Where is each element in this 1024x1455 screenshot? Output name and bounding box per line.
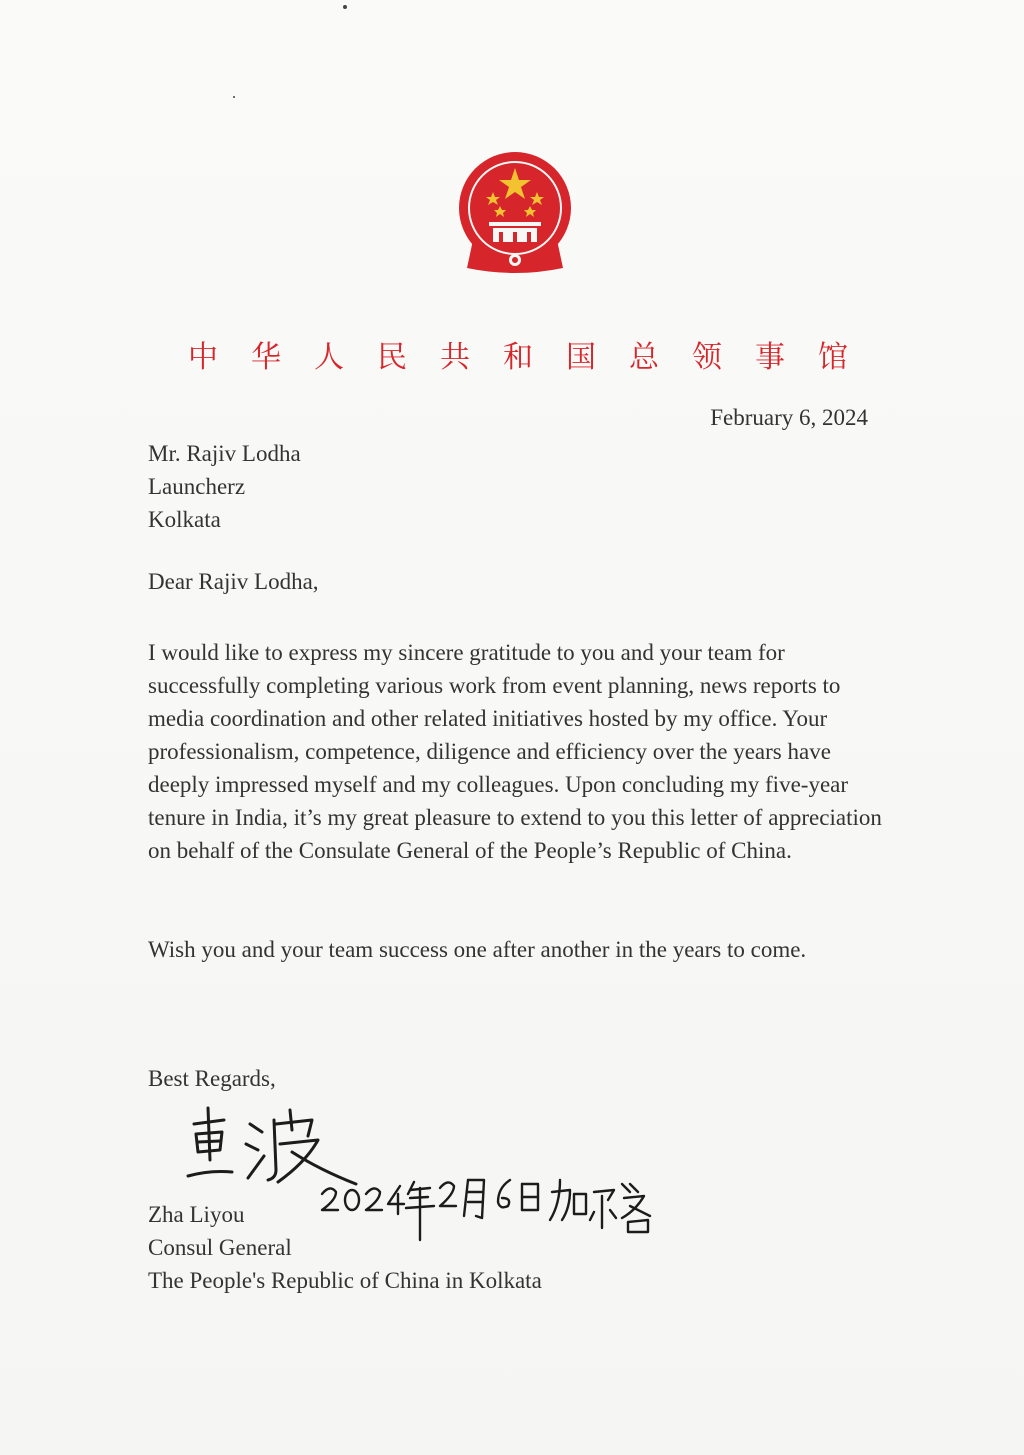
paper-speck	[343, 5, 347, 9]
closing: Best Regards,	[148, 1066, 276, 1091]
title-char: 人	[314, 340, 344, 375]
salutation: Dear Rajiv Lodha,	[148, 569, 319, 594]
title-char: 馆	[818, 340, 848, 375]
title-char: 华	[251, 340, 281, 375]
title-char: 共	[440, 340, 470, 375]
title-char: 国	[566, 340, 596, 375]
recipient-address	[148, 437, 301, 536]
title-char: 和	[503, 340, 533, 375]
national-emblem-icon	[455, 150, 575, 276]
recipient-company: Launcherz	[148, 474, 246, 499]
recipient-city: Kolkata	[148, 507, 221, 532]
signatory-name: Zha Liyou	[148, 1202, 245, 1227]
title-char: 中	[188, 340, 218, 375]
title-char: 事	[755, 340, 785, 375]
title-char: 民	[377, 340, 407, 375]
body-paragraph-2: Wish you and your team success one after another in the years to come.	[148, 937, 807, 962]
paper-speck	[233, 96, 235, 98]
body-paragraph-1: I would like to express my sincere gratitude to you and your team for successfully completing various work from event planning, news reports to media coordination and other related initiatives hosted by my office. Your professionalism, competence, diligence and efficiency over the years have deeply impressed myself and my colleagues. Upon concluding my five-year tenure in India, it’s my great pleasure to extend to you this letter of appreciation on behalf of the Consulate General of the People’s Republic of China.	[148, 640, 882, 863]
consulate-title	[178, 332, 858, 376]
recipient-name: Mr. Rajiv Lodha	[148, 441, 301, 466]
signatory-organization: The People's Republic of China in Kolkata	[148, 1268, 542, 1293]
signature-block	[148, 1198, 542, 1297]
signatory-title: Consul General	[148, 1235, 292, 1260]
title-char: 总	[629, 340, 659, 375]
title-char: 领	[692, 340, 722, 375]
letter-date: February 6, 2024	[710, 405, 868, 430]
